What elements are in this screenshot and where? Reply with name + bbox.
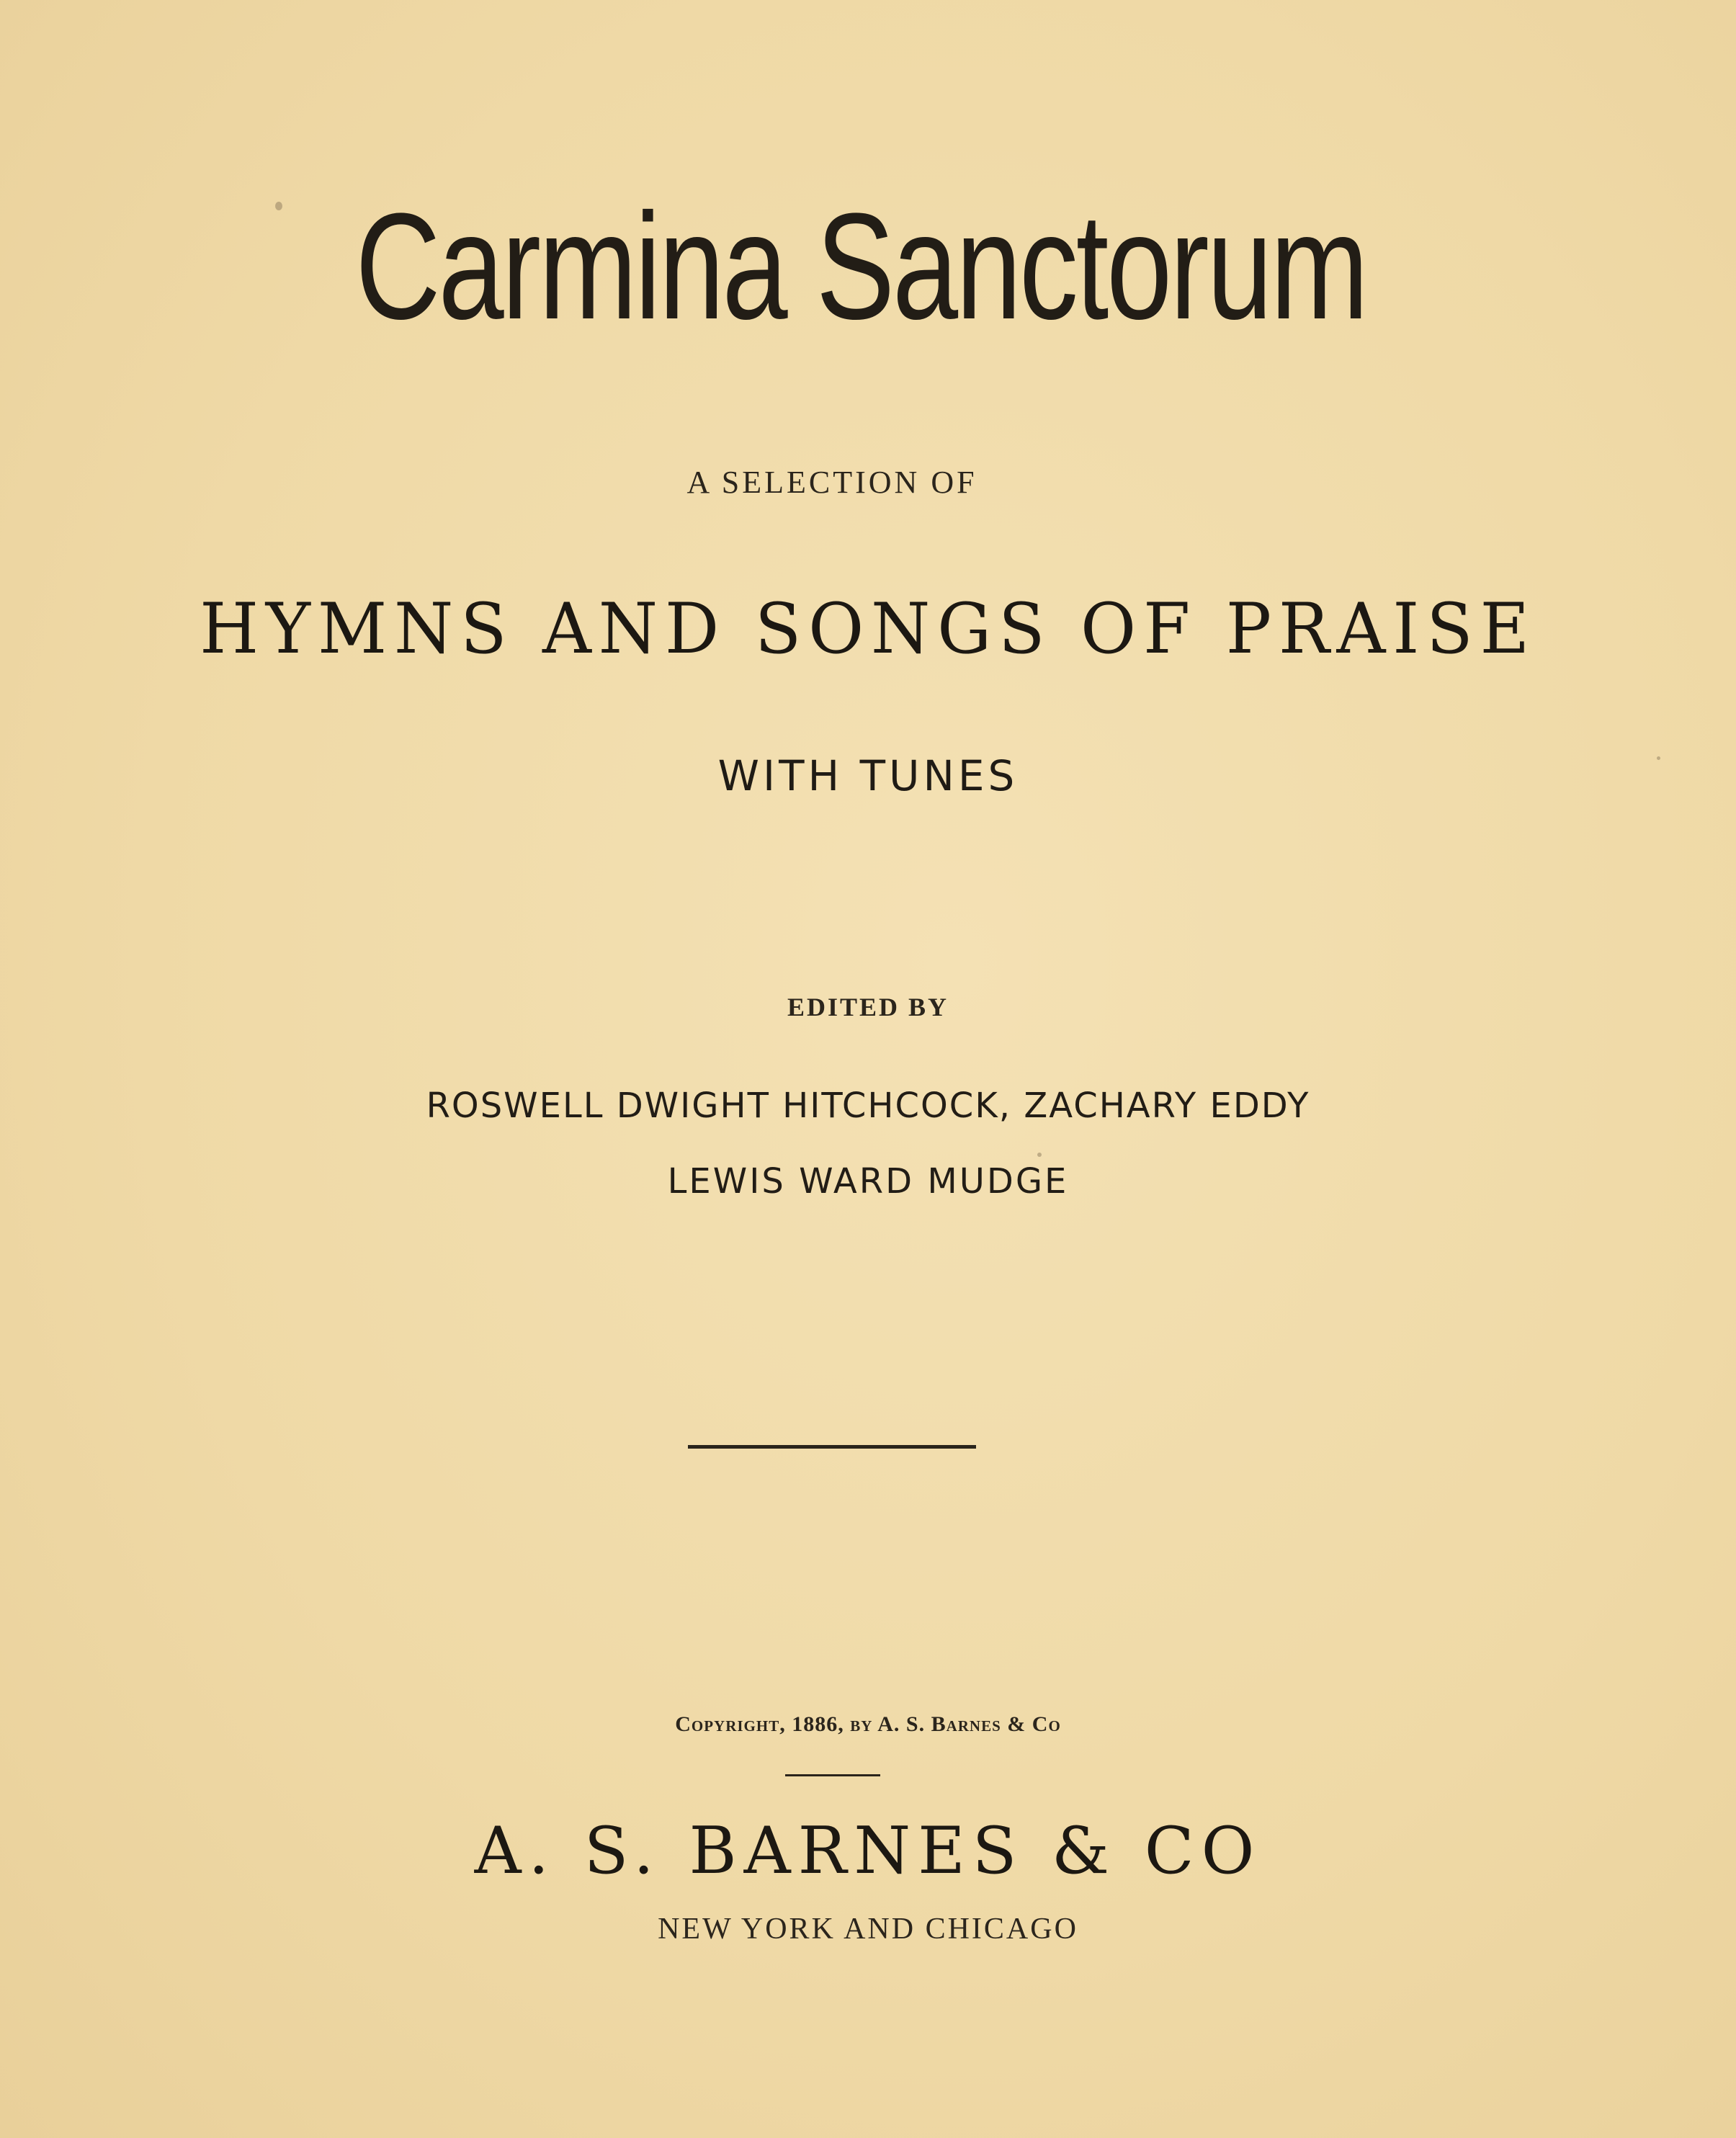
short-divider-rule xyxy=(785,1774,880,1776)
divider-rule xyxy=(688,1445,976,1449)
editors-line-1: ROSWELL DWIGHT HITCHCOCK, ZACHARY EDDY xyxy=(426,1086,1310,1126)
subtitle-main: HYMNS AND SONGS OF PRAISE xyxy=(200,589,1536,669)
copyright-notice: Copyright, 1886, by A. S. Barnes & Co xyxy=(675,1712,1061,1736)
book-title: Carmina Sanctorum xyxy=(355,182,1366,351)
edited-by-label: EDITED BY xyxy=(787,993,949,1021)
editors-line-2: LEWIS WARD MUDGE xyxy=(667,1161,1069,1202)
publisher-name: A. S. BARNES & CO xyxy=(474,1813,1262,1889)
publisher-cities: NEW YORK AND CHICAGO xyxy=(658,1913,1078,1946)
ink-speck xyxy=(1037,1153,1042,1157)
subtitle-tunes: WITH TUNES xyxy=(717,751,1019,800)
subtitle-intro: A SELECTION OF xyxy=(686,465,977,500)
